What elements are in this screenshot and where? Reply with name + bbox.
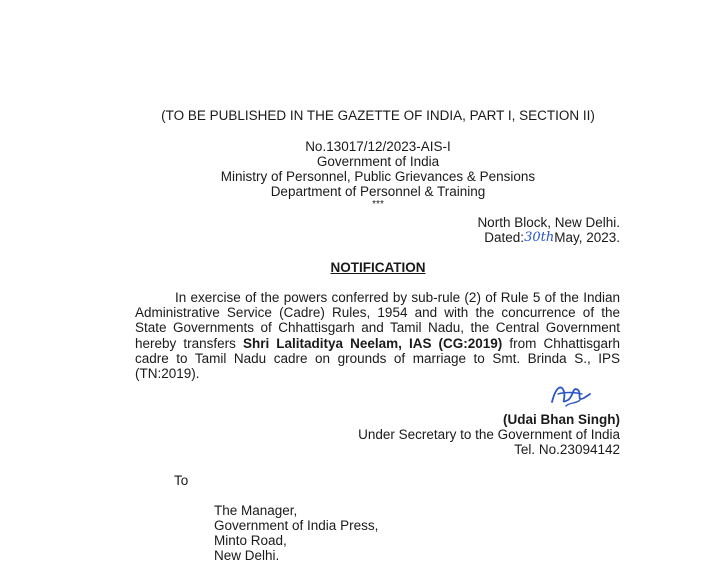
- place-line: North Block, New Delhi.: [477, 215, 620, 230]
- signatory-designation: Under Secretary to the Government of India: [358, 427, 620, 442]
- body-part1: In exercise of the powers conferred by sub-rule (2) of Rule 5 of the Indian Administrative Service (Cadre) Rules, 1954 and with the concurrence of the State Governments of Chhattisgarh and Tamil Nadu, the Central Government hereby transfers: [135, 290, 620, 351]
- issuer-ministry: Ministry of Personnel, Public Grievances & Pensions: [220, 169, 536, 184]
- notification-body: [135, 290, 620, 381]
- signatory-phone: Tel. No.23094142: [514, 442, 620, 457]
- recipient-line2: Government of India Press,: [214, 518, 379, 533]
- separator-stars: ***: [372, 199, 384, 210]
- officer-name: Shri Lalitaditya Neelam, IAS (CG:2019): [242, 335, 503, 351]
- issuer-government: Government of India: [316, 154, 440, 169]
- recipient-line4: New Delhi.: [214, 548, 280, 563]
- body-part2: from Chhattisgarh cadre to Tamil Nadu cadre on grounds of marriage to Smt. Brinda S., IPS (TN:2019).: [135, 335, 620, 382]
- recipient-line3: Minto Road,: [214, 533, 287, 548]
- recipient-line1: The Manager,: [214, 503, 298, 518]
- date-prefix: Dated:: [484, 230, 525, 245]
- file-number: No.13017/12/2023-AIS-I: [305, 139, 451, 154]
- date-line: [484, 230, 620, 246]
- gazette-note: (TO BE PUBLISHED IN THE GAZETTE OF INDIA, PART I, SECTION II): [161, 108, 595, 123]
- to-label: To: [174, 473, 189, 488]
- issuer-department: Department of Personnel & Training: [270, 184, 486, 199]
- signatory-name: (Udai Bhan Singh): [503, 412, 620, 427]
- handwritten-day: 30th: [524, 230, 555, 245]
- notification-heading: NOTIFICATION: [330, 260, 426, 275]
- signature-scribble: [548, 380, 592, 415]
- date-suffix: May, 2023.: [554, 230, 620, 245]
